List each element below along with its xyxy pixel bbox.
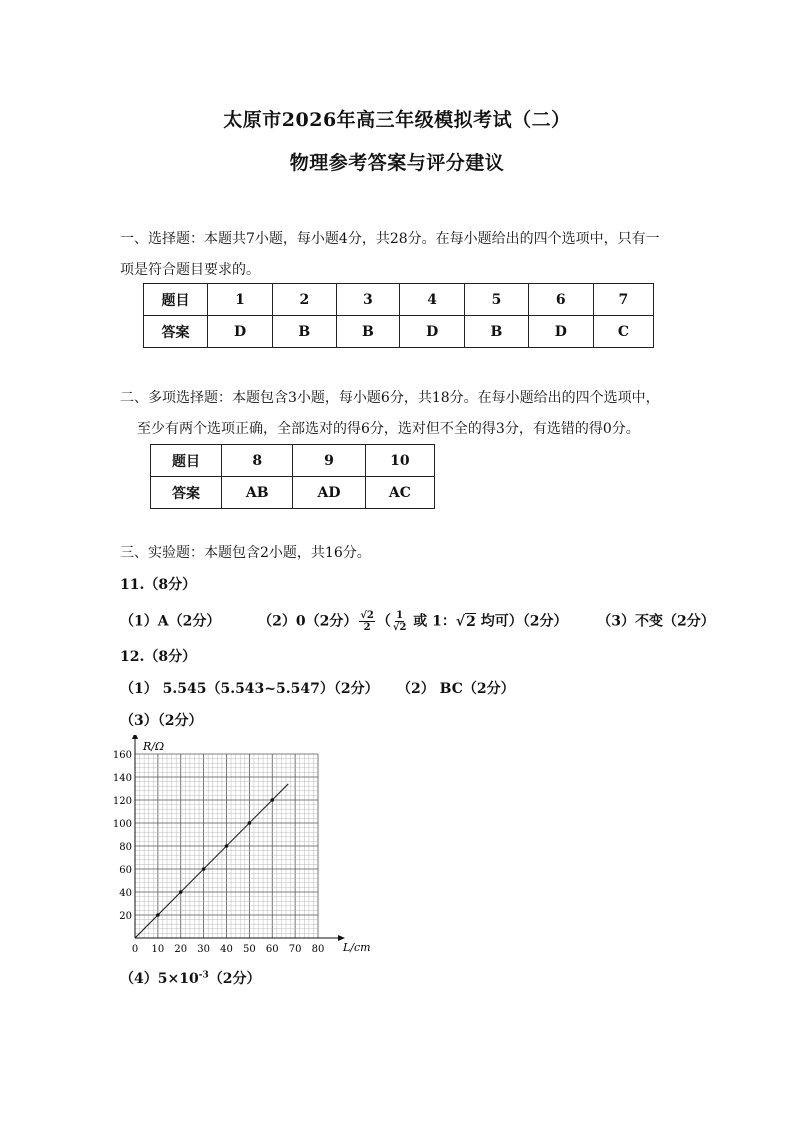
resistance-length-graph — [110, 735, 380, 960]
q12-part1: （1） 5.545（5.543~5.547）（2分） — [120, 681, 379, 697]
fraction-numerator: √2 — [360, 610, 374, 621]
exponent: -3 — [198, 970, 209, 981]
answer-cell: D — [208, 316, 273, 348]
fraction-1-over-sqrt2 — [393, 610, 407, 633]
y-tick-label: 140 — [112, 773, 132, 784]
answer-key-title: 物理参考答案与评分建议 — [289, 152, 505, 174]
q12-part2: （2） BC（2分） — [397, 681, 515, 697]
q11-heading: 11.（8分） — [120, 577, 197, 593]
question-number: 10 — [365, 445, 434, 477]
q11-part1: （1）A（2分） — [120, 613, 221, 630]
question-number: 2 — [273, 284, 337, 316]
fraction-denominator: 2 — [363, 622, 371, 633]
question-number: 5 — [465, 284, 529, 316]
answer-cell: D — [400, 316, 465, 348]
y-tick-label: 120 — [112, 796, 132, 807]
question-number: 4 — [400, 284, 465, 316]
y-tick-label: 40 — [119, 888, 132, 899]
x-tick-label: 0 — [131, 944, 139, 955]
fraction-sqrt2-over-2 — [359, 610, 375, 633]
answer-cell: AB — [222, 477, 293, 509]
table-row — [151, 445, 435, 477]
table-row-header: 答案 — [151, 477, 222, 509]
answer-cell: B — [465, 316, 529, 348]
answer-cell: AD — [293, 477, 365, 509]
question-number: 1 — [208, 284, 273, 316]
q12-heading: 12.（8分） — [120, 649, 197, 665]
table-row-header: 答案 — [144, 316, 208, 348]
question-number: 8 — [222, 445, 293, 477]
x-tick-label: 10 — [151, 944, 165, 955]
x-tick-label: 20 — [174, 944, 188, 955]
answer-cell: B — [336, 316, 400, 348]
q12-part4-score: （2分） — [208, 971, 261, 987]
data-point — [248, 821, 252, 825]
exam-title: 太原市2026年高三年级模拟考试（二） — [223, 109, 571, 131]
y-axis-arrow — [132, 735, 138, 739]
section2-instructions-line1: 二、多项选择题：本题包含3小题，每小题6分，共18分。在每小题给出的四个选项中， — [120, 390, 660, 406]
section1-instructions-line2: 项是符合题目要求的。 — [120, 262, 260, 278]
answer-cell: D — [528, 316, 593, 348]
x-tick-label: 60 — [265, 944, 279, 955]
q12-part4-value: （4）5×10 — [120, 971, 199, 987]
table-row-header: 题目 — [144, 284, 208, 316]
fraction-numerator: 1 — [396, 610, 404, 621]
chart-axes — [132, 735, 345, 941]
answer-cell: C — [593, 316, 653, 348]
answer-cell: AC — [365, 477, 434, 509]
table-row — [144, 316, 654, 348]
q11-answer-line — [120, 610, 715, 633]
q11-part3: （3）不变（2分） — [597, 613, 715, 630]
sqrt-radicand: 2 — [466, 613, 476, 630]
x-axis-label: L/cm — [343, 941, 371, 954]
data-point — [270, 798, 274, 802]
section1-answer-table — [143, 283, 654, 348]
x-tick-label: 30 — [197, 944, 210, 955]
section2-instructions-line2: 至少有两个选项正确，全部选对的得6分，选对但不全的得3分，有选错的得0分。 — [137, 421, 640, 437]
question-number: 6 — [528, 284, 593, 316]
table-row — [151, 477, 435, 509]
fraction-denominator: √2 — [392, 622, 407, 633]
y-tick-label: 80 — [119, 842, 132, 853]
y-tick-label: 20 — [119, 911, 132, 922]
sqrt-2 — [456, 613, 476, 630]
section2-answer-table — [150, 444, 435, 509]
question-number: 7 — [593, 284, 653, 316]
table-row — [144, 284, 654, 316]
data-point — [156, 913, 160, 917]
y-tick-label: 60 — [119, 865, 132, 876]
question-number: 3 — [336, 284, 400, 316]
data-point — [179, 890, 183, 894]
y-axis-label: R/Ω — [143, 740, 165, 753]
table-row-header: 题目 — [151, 445, 222, 477]
data-point — [225, 844, 229, 848]
x-tick-label: 50 — [243, 944, 256, 955]
y-tick-label: 100 — [112, 819, 132, 830]
question-number: 9 — [293, 445, 365, 477]
section1-instructions-line1: 一、选择题：本题共7小题，每小题4分，共28分。在每小题给出的四个选项中，只有一 — [120, 231, 660, 247]
q11-part2-tail: 均可）（2分） — [475, 613, 568, 630]
data-point — [202, 867, 206, 871]
q12-part4 — [120, 968, 260, 988]
x-tick-label: 40 — [220, 944, 233, 955]
q11-part2-paren: （ — [376, 613, 391, 630]
sqrt-sign: √ — [455, 613, 466, 630]
x-tick-label: 80 — [311, 944, 325, 955]
x-tick-label: 70 — [288, 944, 302, 955]
answer-cell: B — [273, 316, 337, 348]
y-tick-label: 160 — [112, 750, 132, 761]
q11-part2: （2）0（2分） — [258, 613, 358, 630]
section3-instructions: 三、实验题：本题包含2小题，共16分。 — [120, 545, 371, 561]
q12-part3: （3）（2分） — [120, 713, 203, 729]
q11-part2-or: 或 1： — [408, 613, 456, 630]
